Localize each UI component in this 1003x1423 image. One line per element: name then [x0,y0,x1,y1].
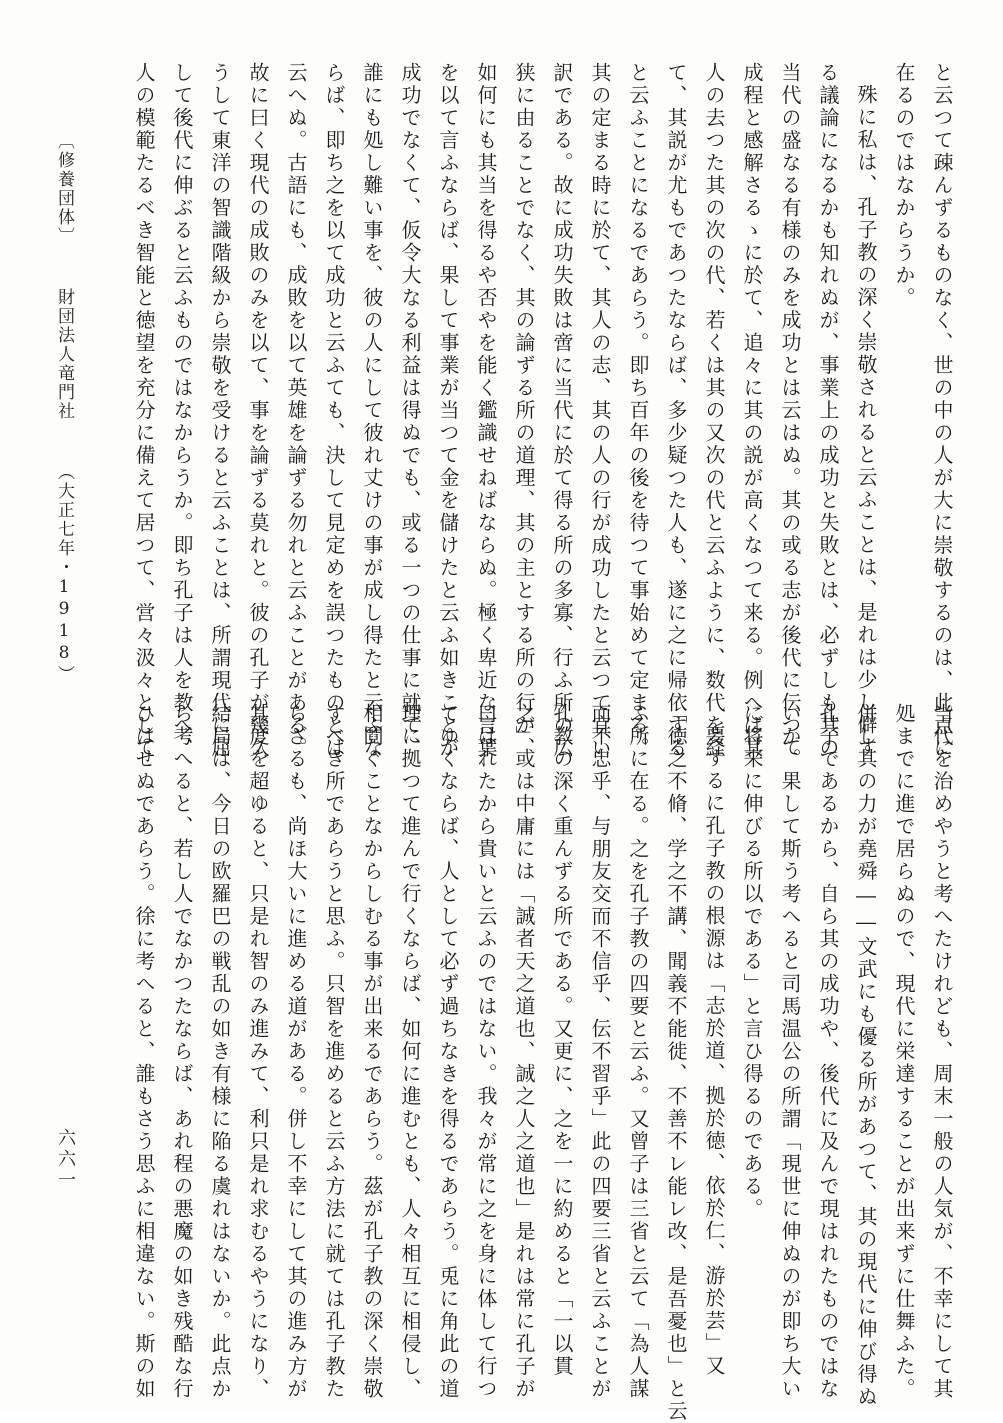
text-line: 狭に由ることでなく、其の論ずる所の道理、其の主とする所の行が、 [512,62,536,760]
text-line: して後代に伸ぶると云ふものではなからうか。即ち孔子は人を教へ、 [170,62,194,760]
text-line: 如何にも其当を得るや否やを能く鑑識せねばならぬ。極く卑近な言葉 [474,62,498,760]
text-line: 訳である。故に成功失敗は啻に当代に於て得る所の多寡、行ふ所の広 [550,62,574,760]
upper-text-block [125,62,961,760]
text-line: 処までに進で居らぬので、現代に栄達することが出来ずに仕舞ふた。 [892,703,916,1401]
organization-label: 財団法人竜門社 [54,288,74,421]
text-line: 人の模範たるべき智能と徳望を充分に備えて居つて、営々汲々として [132,62,156,760]
text-line: に将来に伸びる所以である」と言ひ得るのである。 [740,703,764,1221]
text-line: 当代を治めやうと考へたけれども、周末一般の人気が、不幸にして其 [930,703,954,1401]
page-number: 六六一 [55,1128,76,1191]
text-line: 之」或は中庸には「誠者天之道也、誠之人之道也」是れは常に孔子が [512,703,536,1401]
text-line: らざるも、尚ほ大いに進める道がある。併し不幸にして其の進み方が [284,703,308,1401]
text-line: てゆくならば、人として必ず過ちなきを得るであらう。兎に角此の道 [436,703,460,1401]
text-line: と云つて疎んずるものなく、世の中の人が大に崇敬するのは、此点に [930,62,954,760]
text-line: らば、即ち之を以て成功と云ふても、決して見定めを誤つたものとは [322,62,346,760]
text-line: 「徳之不脩、学之不講、聞義不能徙、不善不レ能レ改、是吾憂也」と云 [664,703,688,1423]
text-line: ふ所に在る。之を孔子教の四要と云ふ。又曾子は三省と云て「為人謀 [626,703,650,1401]
text-line: 理に拠つて進んで行くならば、如何に進むとも、人々相互に相侵し、 [398,703,422,1401]
text-line: 誰にも処し難い事を、彼の人にして彼れ丈けの事が成し得たと云ふな [360,62,384,760]
category-label: 〔修養団体〕 [54,132,74,246]
text-line: すべき所であらうと思ふ。只智を進めると云ふ方法に就ては孔子教た [322,703,346,1401]
text-line: 曰はれたから貴いと云ふのではない。我々が常に之を身に体して行つ [474,703,498,1401]
text-line: 孔教の深く重んずる所である。又更に、之を一に約めると「一以貫 [550,703,574,1378]
text-line: を以て言ふならば、果して事業が当つて金を儲けたと云ふ如きことが [436,62,460,760]
date-label: （大正七年・1918） [54,463,74,684]
text-line: 而不忠乎、与朋友交而不信乎、伝不習乎」此の四要三省と云ふことが [588,703,612,1401]
text-line: 其度を超ゆると、只是れ智のみ進みて、利只是れ求むるやうになり、 [246,703,270,1401]
text-line: る議論になるかも知れぬが、事業上の成功と失敗とは、必ずしも其の [816,62,840,760]
text-line: 成程と感解さるゝに於て、追々に其の説が高くなつて来る。例へば其 [740,62,764,760]
lower-text-block [125,703,961,1423]
text-line: 孔子であるから、自ら其の成功や、後代に及んで現はれたものではな [816,703,840,1401]
text-line: 人の去つた其の次の代、若くは其の又次の代と云ふように、数代を経 [702,62,726,760]
text-line: 併し其の力が堯舜――文武にも優る所があつて、其の現代に伸び得ぬ [854,703,878,1409]
text-line: 殊に私は、孔子教の深く崇敬されると云ふことは、是れは少し僻す [854,84,878,759]
text-line: 成功でなくて、仮令大なる利益は得ぬでも、或る一つの仕事に就て、 [398,62,422,760]
text-line: 其の定まる時に於て、其人の志、其の人の行が成功したと云つて宜い [588,62,612,760]
text-line: と云ふことになるであらう。即ち百年の後を待つて事始めて定まる。 [626,62,650,760]
text-line: 要するに孔子教の根源は「志於道、拠於徳、依於仁、游於芸」又 [702,725,726,1378]
running-footer [52,132,77,684]
text-line: ら考へると、若し人でなかつたならば、あれ程の悪魔の如き残酷な行 [170,703,194,1401]
text-line: 云へぬ。古語にも、成敗を以て英雄を論ずる勿れと云ふことがある。 [284,62,308,760]
text-line: 当代の盛なる有様のみを成功とは云はぬ。其の或る志が後代に伝つて [778,62,802,760]
text-line: て、其説が尤もであつたならば、多少疑つた人も、遂に之に帰依する [664,62,688,760]
text-line: いか。果して斯う考へると司馬温公の所謂「現世に伸ぬのが即ち大い [778,703,802,1401]
text-line: 故に曰く現代の成敗のみを以て、事を論ずる莫れと。彼の孔子が幾久 [246,62,270,760]
text-line: 結局は、今日の欧羅巴の戦乱の如き有様に陥る虞れはないか。此点か [208,703,232,1401]
text-line: ひはせぬであらう。徐に考へると、誰もさう思ふに相違ない。斯の如 [132,703,156,1401]
text-line: うして東洋の智識階級から崇敬を受けると云ふことは、所謂現代に屈 [208,62,232,760]
text-line: 在るのではなからうか。 [892,62,916,310]
text-line: 相鬩ぐことなからしむる事が出来るであらう。茲が孔子教の深く崇敬 [360,703,384,1401]
